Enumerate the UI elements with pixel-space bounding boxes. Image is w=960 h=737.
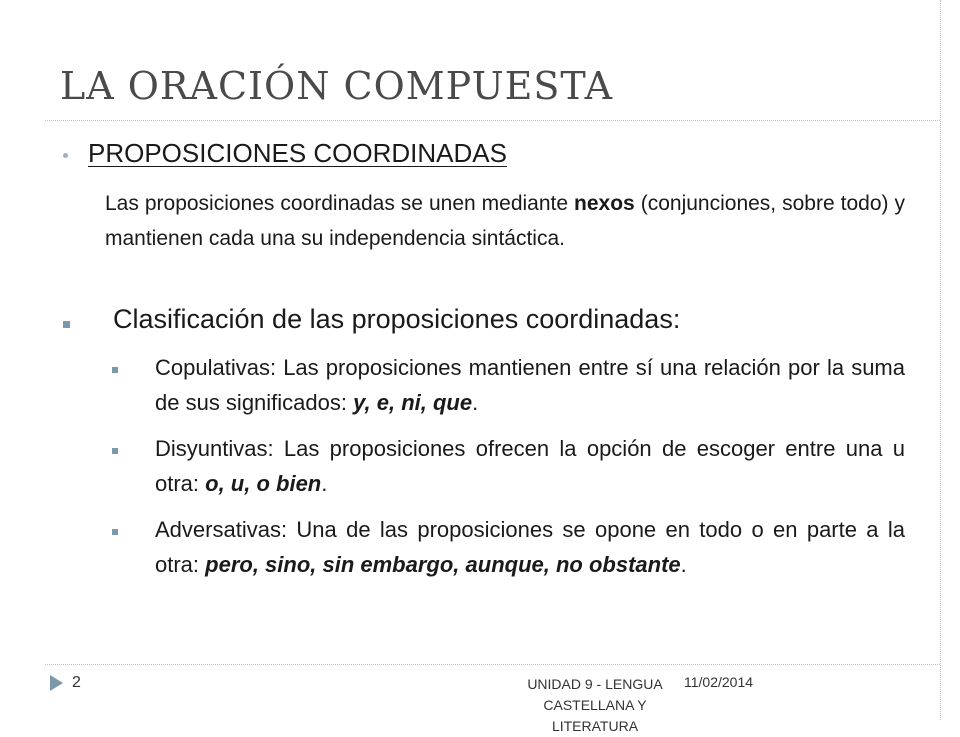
right-border-rule bbox=[940, 0, 941, 720]
item-examples: o, u, o bien bbox=[205, 471, 322, 496]
item-text: Adversativas: Una de las proposiciones se opone en todo o en parte a la otra: bbox=[155, 517, 905, 577]
intro-text-2: (conjunciones, sobre todo) y mantienen cada una su independencia sintáctica. bbox=[105, 192, 905, 250]
footer-date: 11/02/2014 bbox=[684, 674, 754, 690]
list-item-adversativas bbox=[155, 512, 905, 582]
square-bullet-icon bbox=[112, 529, 118, 535]
title-divider bbox=[45, 120, 940, 121]
item-text: Disyuntivas: Las proposiciones ofrecen la opción de escoger entre una u otra: bbox=[155, 436, 905, 496]
dot-bullet-icon bbox=[63, 153, 68, 158]
triangle-icon bbox=[50, 675, 63, 691]
footer-divider bbox=[45, 664, 940, 665]
square-bullet-icon bbox=[112, 448, 118, 454]
item-examples: y, e, ni, que bbox=[353, 390, 473, 415]
item-text: Copulativas: Las proposiciones mantienen entre sí una relación por la suma de sus significados: bbox=[155, 355, 905, 415]
list-item-disyuntivas bbox=[155, 431, 905, 501]
square-bullet-icon bbox=[112, 367, 118, 373]
list-item-copulativas bbox=[155, 350, 905, 420]
slide-title: LA ORACIÓN COMPUESTA bbox=[60, 64, 614, 108]
intro-paragraph bbox=[105, 186, 905, 256]
item-end: . bbox=[472, 390, 479, 415]
footer-course: UNIDAD 9 - LENGUA CASTELLANA Y LITERATURA bbox=[527, 676, 663, 734]
classification-heading: Clasificación de las proposiciones coordinadas: bbox=[113, 304, 681, 334]
item-examples: pero, sino, sin embargo, aunque, no obstante bbox=[205, 552, 681, 577]
intro-text-1: Las proposiciones coordinadas se unen mediante bbox=[105, 192, 575, 215]
item-end: . bbox=[321, 471, 328, 496]
item-end: . bbox=[680, 552, 687, 577]
page-number: 2 bbox=[72, 674, 81, 691]
subheading: PROPOSICIONES COORDINADAS bbox=[88, 138, 507, 168]
square-bullet-icon bbox=[63, 321, 70, 328]
intro-bold-term: nexos bbox=[574, 192, 635, 215]
